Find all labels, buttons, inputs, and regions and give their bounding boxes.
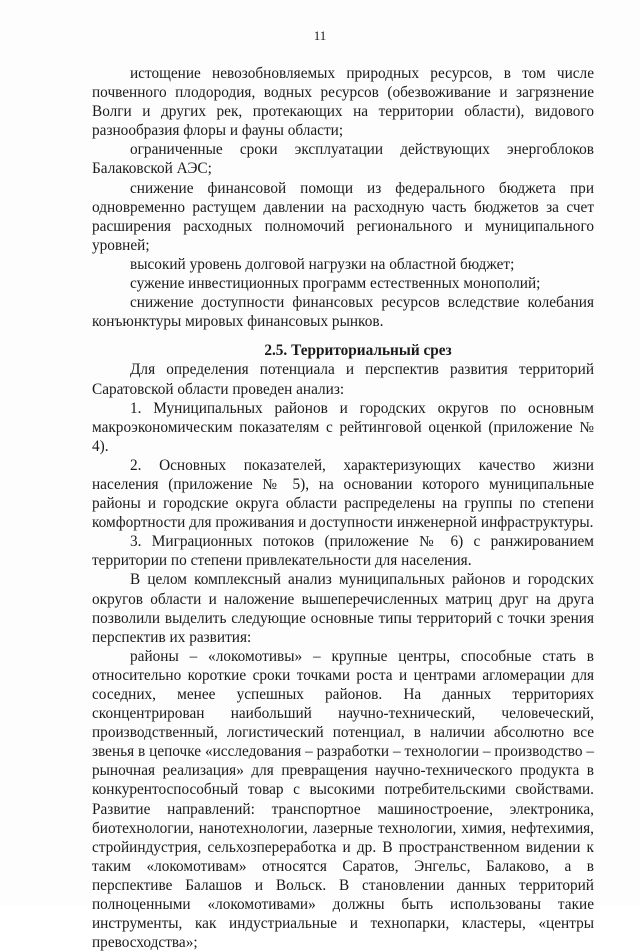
- paragraph-item-2: 2. Основных показателей, характеризующих качество жизни населения (приложение № 5), на основании которого муниципальные районы и городские округа области распределены на группы по степени комфортности для проживания и доступности инженерной инфраструктуры.: [92, 456, 594, 532]
- paragraph-resource-depletion: истощение невозобновляемых природных ресурсов, в том числе почвенного плодородия, водных ресурсов (обезвоживание и загрязнение Волги и других рек, протекающих на территории области), видового разнообразия флоры и фауны области;: [92, 65, 594, 140]
- paragraph-complex-analysis: В целом комплексный анализ муниципальных районов и городских округов области и наложение вышеперечисленных матриц друг на друга позволили выделить следующие основные типы территорий с точки зрения перспектив их развития:: [92, 571, 594, 646]
- paragraph-analysis-intro: Для определения потенциала и перспектив развития территорий Саратовской области проведен анализ:: [92, 361, 594, 398]
- document-body: [92, 64, 594, 952]
- section-heading: 2.5. Территориальный срез: [264, 342, 452, 360]
- paragraph-federal-aid: снижение финансовой помощи из федерального бюджета при одновременно растущем давлении на расходную часть бюджетов за счет расширения расходных полномочий регионального и муниципального уровней;: [92, 179, 594, 254]
- paragraph-debt-load: высокий уровень долговой нагрузки на областной бюджет;: [130, 255, 515, 273]
- page-number: 11: [313, 28, 327, 43]
- paragraph-financial-markets: снижение доступности финансовых ресурсов вследствие колебания конъюнктуры мировых финансовых рынков.: [92, 294, 594, 331]
- paragraph-locomotives: районы – «локомотивы» – крупные центры, способные стать в относительно короткие сроки точками роста и центрами агломерации для соседних, менее успешных районов. На данных территориях сконцентрирован наибольший научно-технический, человеческий, производственный, логистический потенциал, в наличии абсолютно все звенья в цепочке «исследования – разработки – технологии – производство – рыночная реализация» для превращения научно-технического продукта в конкурентоспособный товар с высокими потребительскими свойствами. Развитие направлений: транспортное машиностроение, электроника, биотехнологии, нанотехнологии, лазерные технологии, химия, нефтехимия, стройиндустрия, сельхозпереработка и др. В пространственном видении к таким «локомотивам» относятся Саратов, Энгельс, Балаково, а в перспективе Балашов и Вольск. В становлении данных территорий полноценными «локомотивами» должны быть использованы такие инструменты, как индустриальные и технопарки, кластеры, «центры превосходства»;: [92, 647, 594, 952]
- paragraph-item-1: 1. Муниципальных районов и городских округов по основным макроэкономическим показателям с рейтинговой оценкой (приложение № 4).: [92, 399, 594, 455]
- paragraph-item-3: 3. Миграционных потоков (приложение № 6) с ранжированием территории по степени привлекательности для населения.: [92, 533, 594, 570]
- paragraph-npp-operation: ограниченные сроки эксплуатации действующих энергоблоков Балаковской АЭС;: [92, 141, 594, 178]
- paragraph-investment-programs: сужение инвестиционных программ естественных монополий;: [130, 275, 541, 293]
